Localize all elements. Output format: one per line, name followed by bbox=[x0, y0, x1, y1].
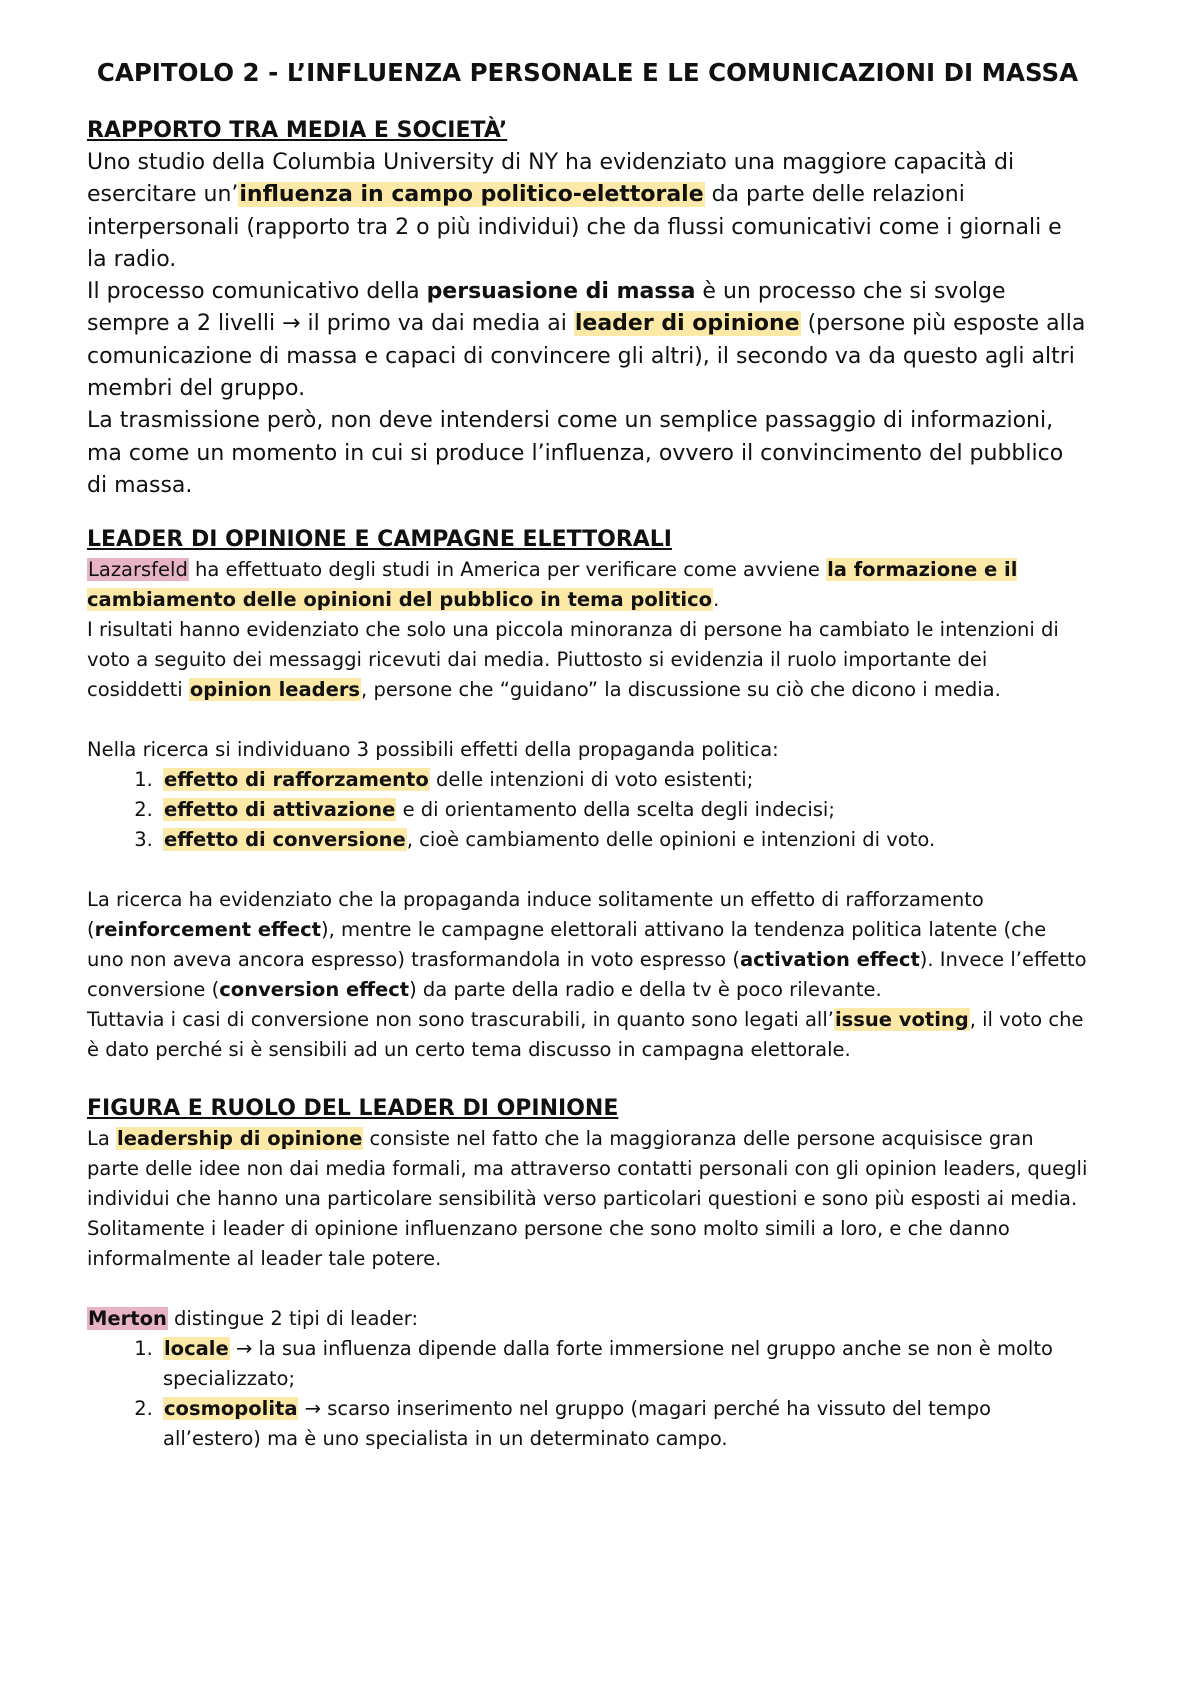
paragraph bbox=[87, 555, 1088, 615]
text-run: e di orientamento della scelta degli indecisi; bbox=[396, 798, 835, 822]
spacer bbox=[87, 705, 1088, 735]
section-heading: LEADER DI OPINIONE E CAMPAGNE ELETTORALI bbox=[87, 527, 672, 553]
highlight-yellow: effetto di conversione bbox=[164, 828, 406, 852]
section-figura-ruolo-leader bbox=[87, 1093, 1088, 1454]
highlight-yellow: issue voting bbox=[834, 1008, 969, 1032]
effects-list bbox=[87, 765, 1088, 855]
text-run: distingue 2 tipi di leader: bbox=[167, 1307, 419, 1331]
highlight-yellow: la formazione e il cambiamento delle opinioni del pubblico in tema politico bbox=[87, 558, 1018, 612]
list-item bbox=[159, 765, 1088, 795]
highlight-yellow: effetto di rafforzamento bbox=[164, 768, 429, 792]
paragraph bbox=[87, 615, 1088, 705]
text-run: è un processo che si svolge sempre a 2 livelli → il primo va dai media ai bbox=[87, 279, 1006, 337]
paragraph bbox=[87, 1005, 1088, 1065]
text-run: ), mentre le campagne elettorali attivano la tendenza politica latente (che uno non aveva ancora espresso) trasformandola in voto espresso ( bbox=[87, 918, 1047, 972]
document-title: CAPITOLO 2 - L’INFLUENZA PERSONALE E LE COMUNICAZIONI DI MASSA bbox=[96, 58, 1079, 87]
paragraph: La trasmissione però, non deve intendersi come un semplice passaggio di informazioni, ma come un momento in cui si produce l’influenza, ovvero il convincimento del pubblico di massa. bbox=[87, 408, 1064, 498]
highlight-yellow: influenza in campo politico-elettorale bbox=[239, 182, 704, 208]
text-run: , persone che “guidano” la discussione su ciò che dicono i media. bbox=[361, 678, 1001, 702]
leader-types-list bbox=[87, 1334, 1088, 1454]
paragraph bbox=[87, 276, 1088, 405]
text-run: consiste nel fatto che la maggioranza delle persone acquisisce gran parte delle idee non dai media formali, ma attraverso contatti personali con gli opinion leaders, quegli individui che hanno una particolare sensibilità verso particolari questioni e sono più esposti ai media. bbox=[87, 1127, 1088, 1211]
highlight-yellow: cosmopolita bbox=[164, 1397, 298, 1421]
highlight-yellow: opinion leaders bbox=[189, 678, 361, 702]
text-run: ) da parte della radio e della tv è poco rilevante. bbox=[409, 978, 882, 1002]
text-run: (persone più esposte alla comunicazione di massa e capaci di convincere gli altri), il secondo va da questo agli altri membri del gruppo. bbox=[87, 311, 1086, 402]
highlight-yellow: leader di opinione bbox=[574, 311, 800, 337]
text-run: I risultati hanno evidenziato che solo una piccola minoranza di persone ha cambiato le intenzioni di voto a seguito dei messaggi ricevuti dai media. Piuttosto si evidenzia il ruolo importante dei cosiddetti bbox=[87, 618, 1059, 702]
text-run: delle intenzioni di voto esistenti; bbox=[429, 768, 754, 792]
list-intro: Nella ricerca si individuano 3 possibili effetti della propaganda politica: bbox=[87, 738, 779, 762]
section-rapporto-media-societa bbox=[87, 115, 1088, 502]
highlight-yellow: leadership di opinione bbox=[117, 1127, 363, 1151]
list-item bbox=[159, 795, 1088, 825]
text-run: Il processo comunicativo della bbox=[87, 279, 427, 305]
text-run: → scarso inserimento nel gruppo (magari perché ha vissuto del tempo all’estero) ma è uno specialista in un determinato campo. bbox=[163, 1397, 992, 1451]
bold-term: activation effect bbox=[739, 948, 920, 972]
highlight-yellow: locale bbox=[164, 1337, 229, 1361]
text-run: Uno studio della Columbia University di NY ha evidenziato una maggiore capacità di esercitare un’ bbox=[87, 150, 1015, 208]
highlight-pink: Merton bbox=[88, 1307, 167, 1331]
spacer bbox=[87, 1065, 1088, 1093]
highlight-yellow: effetto di attivazione bbox=[164, 798, 396, 822]
text-run: ). Invece l’effetto conversione ( bbox=[87, 948, 1087, 1002]
highlight-pink: Lazarsfeld bbox=[88, 558, 188, 582]
spacer bbox=[87, 1274, 1088, 1304]
list-item bbox=[159, 1394, 1088, 1454]
paragraph bbox=[87, 147, 1088, 276]
list-intro bbox=[87, 1304, 1088, 1334]
bold-term: reinforcement effect bbox=[94, 918, 321, 942]
list-item bbox=[159, 825, 1088, 855]
spacer bbox=[87, 855, 1088, 885]
text-run: , il voto che è dato perché si è sensibili ad un certo tema discusso in campagna elettorale. bbox=[87, 1008, 1084, 1062]
text-run: → la sua influenza dipende dalla forte immersione nel gruppo anche se non è molto specializzato; bbox=[163, 1337, 1053, 1391]
text-run: . bbox=[713, 588, 720, 612]
text-run: ha effettuato degli studi in America per verificare come avviene bbox=[188, 558, 827, 582]
section-heading: FIGURA E RUOLO DEL LEADER DI OPINIONE bbox=[87, 1096, 619, 1122]
section-leader-opinione-campagne bbox=[87, 524, 1088, 1093]
text-run: La ricerca ha evidenziato che la propaganda induce solitamente un effetto di rafforzamento ( bbox=[87, 888, 984, 942]
bold-term: persuasione di massa bbox=[426, 279, 696, 305]
paragraph: Solitamente i leader di opinione influenzano persone che sono molto simili a loro, e che danno informalmente al leader tale potere. bbox=[87, 1217, 1010, 1271]
bold-term: conversion effect bbox=[219, 978, 410, 1002]
text-run: La bbox=[87, 1127, 117, 1151]
paragraph bbox=[87, 1124, 1088, 1214]
text-run: Tuttavia i casi di conversione non sono trascurabili, in quanto sono legati all’ bbox=[87, 1008, 834, 1032]
paragraph bbox=[87, 885, 1088, 1005]
text-run: da parte delle relazioni interpersonali (rapporto tra 2 o più individui) che da flussi comunicativi come i giornali e la radio. bbox=[87, 182, 1062, 272]
section-heading: RAPPORTO TRA MEDIA E SOCIETÀ’ bbox=[87, 118, 508, 143]
text-run: , cioè cambiamento delle opinioni e intenzioni di voto. bbox=[406, 828, 936, 852]
list-item bbox=[159, 1334, 1088, 1394]
